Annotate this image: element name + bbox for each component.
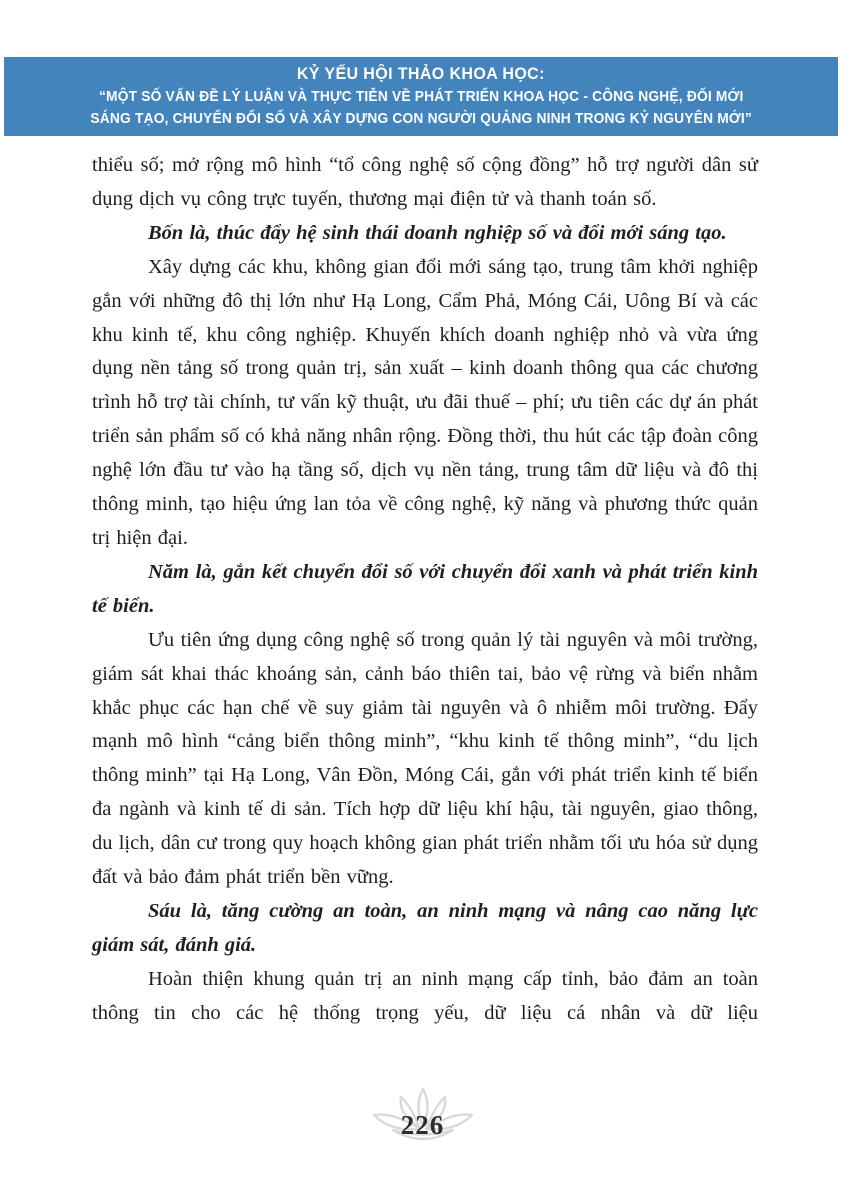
paragraph: Hoàn thiện khung quản trị an ninh mạng cấp tỉnh, bảo đảm an toàn thông tin cho các hệ thống trọng yếu, dữ liệu cá nhân và dữ liệu: [92, 967, 758, 1024]
header-line-3: SÁNG TẠO, CHUYỂN ĐỔI SỐ VÀ XÂY DỰNG CON NGƯỜI QUẢNG NINH TRONG KỶ NGUYÊN MỚI”: [90, 111, 752, 128]
section-heading: Năm là, gắn kết chuyển đổi số với chuyển đổi xanh và phát triển kinh tế biển.: [92, 560, 758, 617]
conference-header-banner: [4, 57, 838, 136]
paragraph: Xây dựng các khu, không gian đổi mới sáng tạo, trung tâm khởi nghiệp gắn với những đô thị lớn như Hạ Long, Cẩm Phả, Móng Cái, Uông Bí và các khu kinh tế, khu công nghiệp. Khuyến khích doanh nghiệp nhỏ và vừa ứng dụng nền tảng số trong quản trị, sản xuất – kinh doanh thông qua các chương trình hỗ trợ tài chính, tư vấn kỹ thuật, ưu đãi thuế – phí; ưu tiên các dự án phát triển sản phẩm số có khả năng nhân rộng. Đồng thời, thu hút các tập đoàn công nghệ lớn đầu tư vào hạ tầng số, dịch vụ nền tảng, trung tâm dữ liệu và đô thị thông minh, tạo hiệu ứng lan tỏa về công nghệ, kỹ năng và phương thức quản trị hiện đại.: [92, 255, 758, 549]
section-heading: Bốn là, thúc đẩy hệ sinh thái doanh nghiệp số và đổi mới sáng tạo.: [148, 221, 727, 244]
paragraph: thiểu số; mở rộng mô hình “tổ công nghệ số cộng đồng” hỗ trợ người dân sử dụng dịch vụ công trực tuyến, thương mại điện tử và thanh toán số.: [92, 154, 758, 210]
header-line-1: KỶ YẾU HỘI THẢO KHOA HỌC:: [296, 64, 546, 83]
section-heading: Sáu là, tăng cường an toàn, an ninh mạng và nâng cao năng lực giám sát, đánh giá.: [92, 899, 758, 956]
header-line-2: “MỘT SỐ VẤN ĐỀ LÝ LUẬN VÀ THỰC TIỄN VỀ PHÁT TRIỂN KHOA HỌC - CÔNG NGHỆ, ĐỔI MỚI: [98, 89, 744, 106]
document-body: [92, 136, 758, 1031]
lotus-ornament: [361, 1086, 485, 1152]
page-number: 226: [400, 1110, 445, 1140]
paragraph: Ưu tiên ứng dụng công nghệ số trong quản lý tài nguyên và môi trường, giám sát khai thác khoáng sản, cảnh báo thiên tai, bảo vệ rừng và biển nhằm khắc phục các hạn chế về suy giảm tài nguyên và ô nhiễm môi trường. Đẩy mạnh mô hình “cảng biển thông minh”, “khu kinh tế thông minh”, “du lịch thông minh” tại Hạ Long, Vân Đồn, Móng Cái, gắn với phát triển kinh tế biển đa ngành và kinh tế di sản. Tích hợp dữ liệu khí hậu, tài nguyên, giao thông, du lịch, dân cư trong quy hoạch không gian phát triển nhằm tối ưu hóa sử dụng đất và bảo đảm phát triển bền vững.: [92, 628, 758, 889]
page-footer: [0, 1086, 845, 1152]
